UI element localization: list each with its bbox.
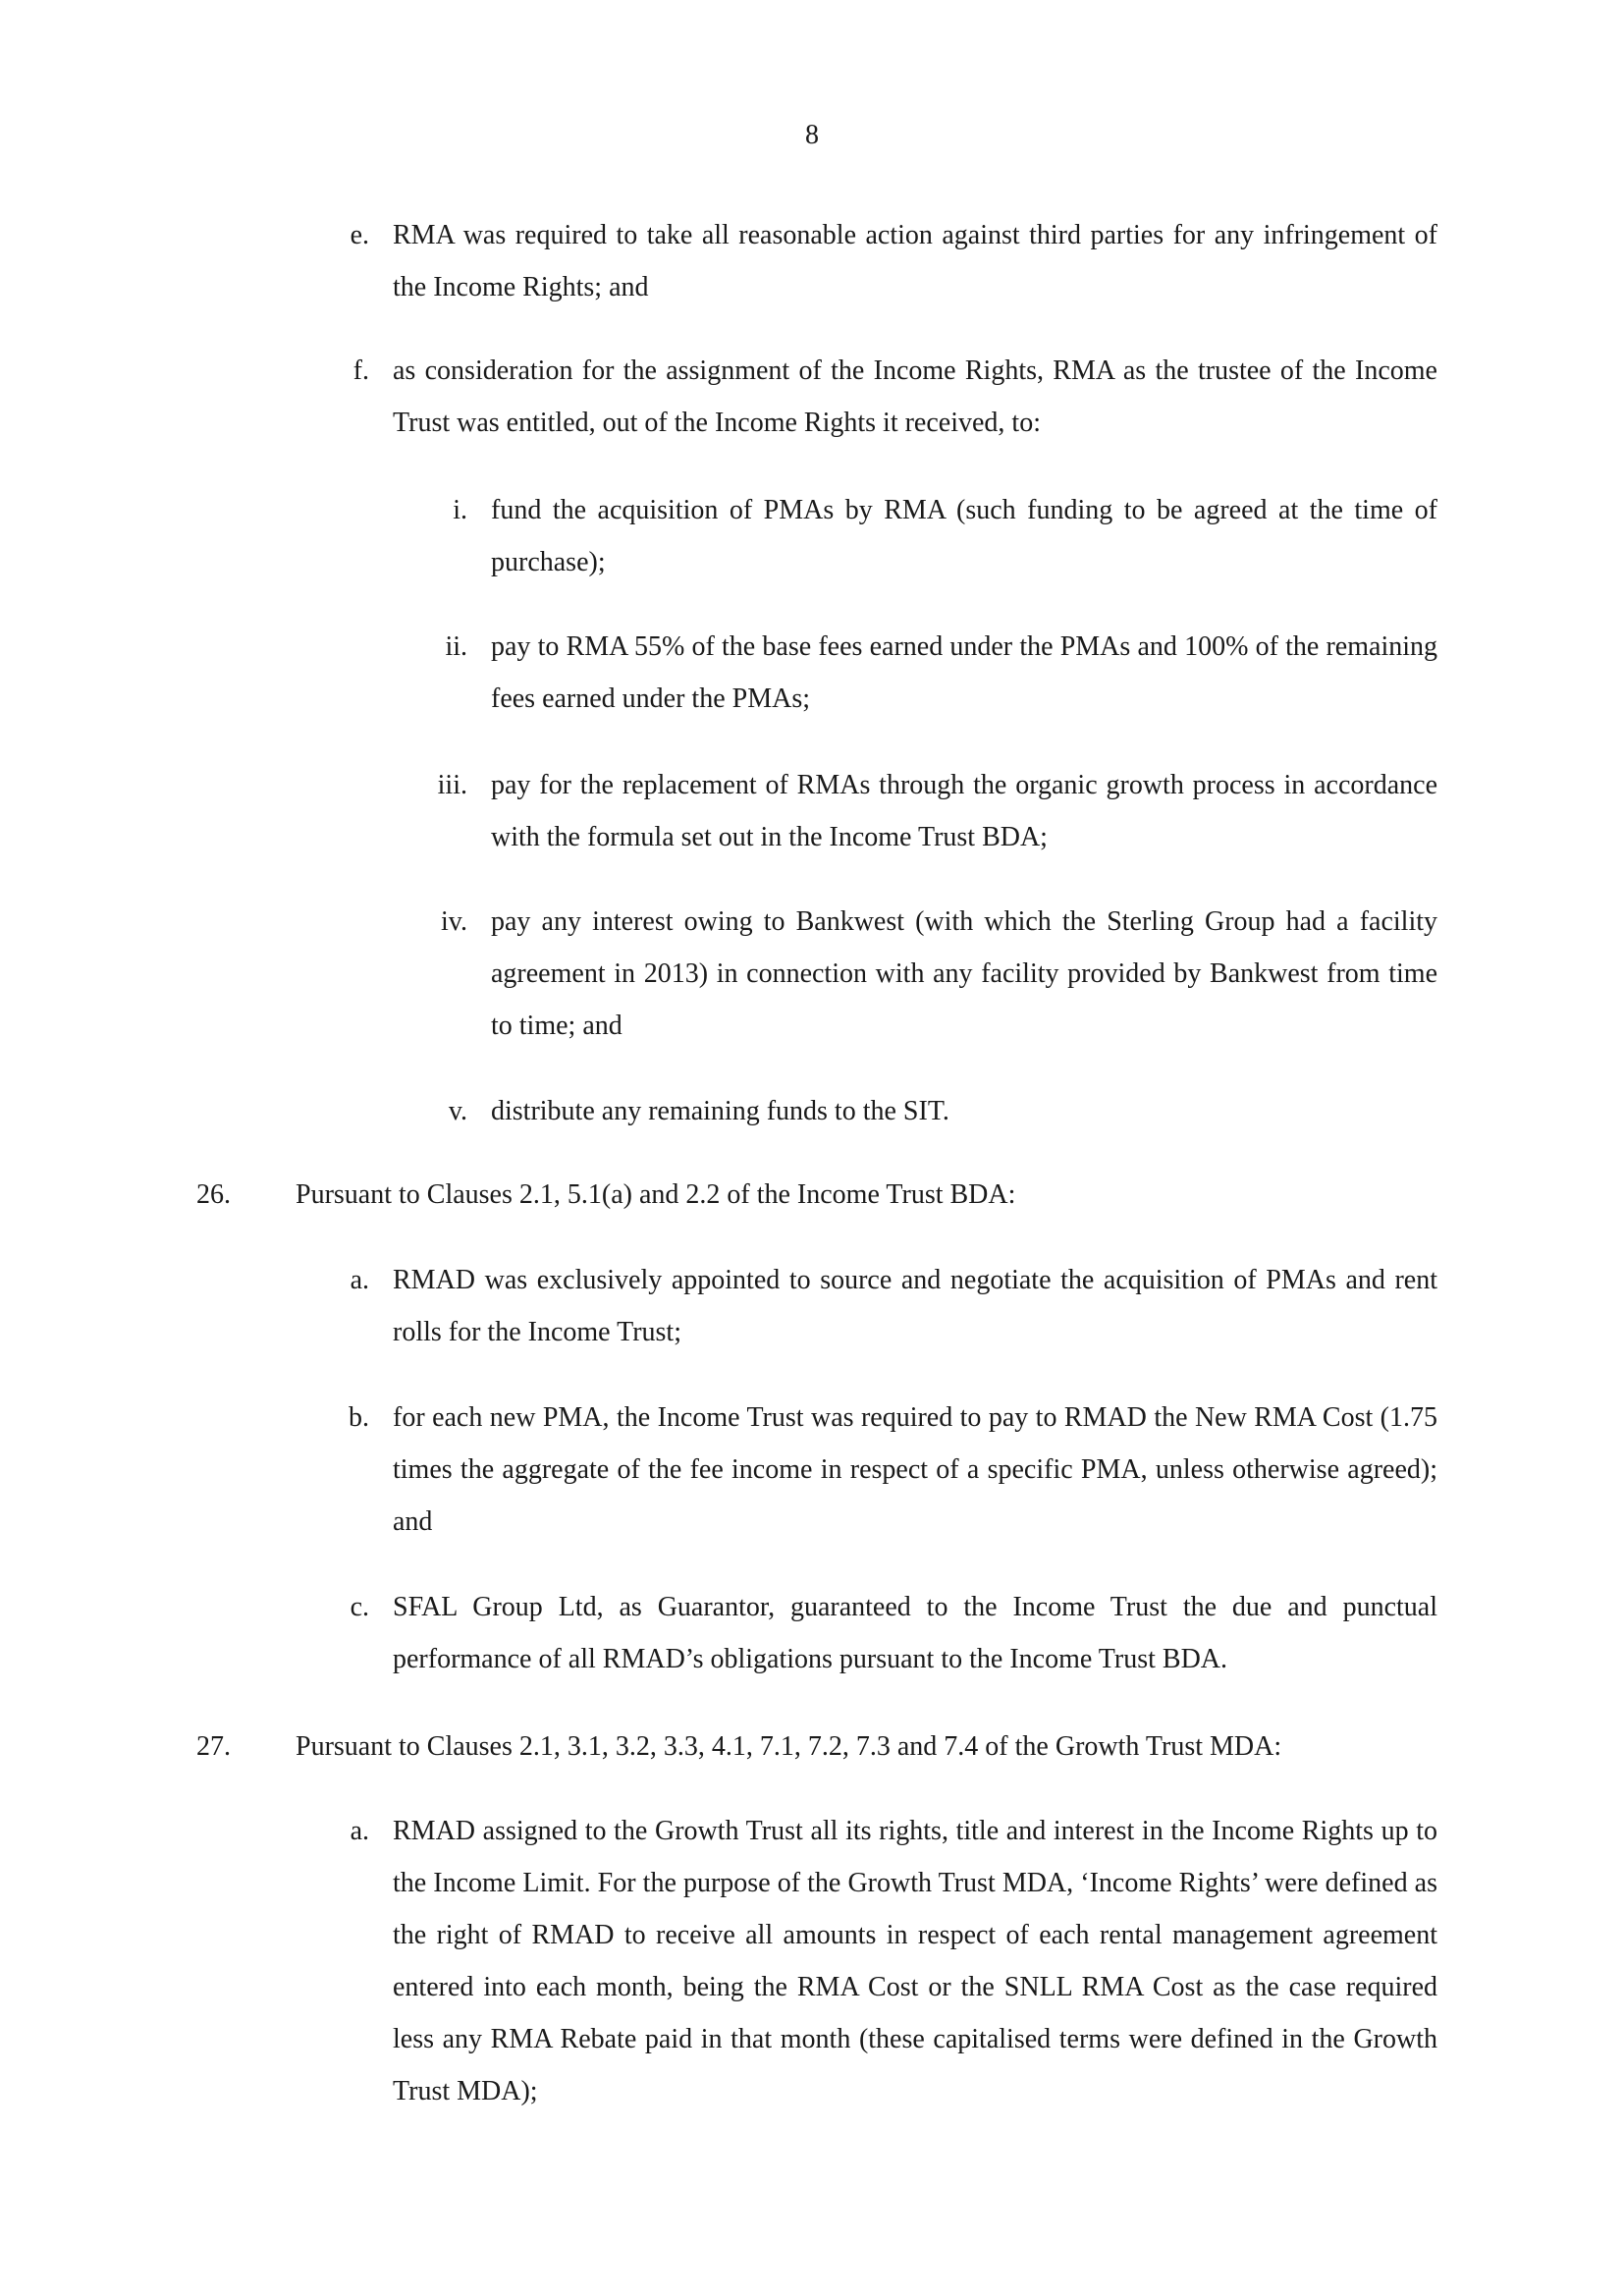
- item-text: SFAL Group Ltd, as Guarantor, guaranteed to the Income Trust the due and punctual performance of all RMAD’s obligations pursuant to the Income Trust BDA.: [393, 1592, 1437, 1674]
- item-text: fund the acquisition of PMAs by RMA (such funding to be agreed at the time of purchase);: [491, 495, 1437, 577]
- item-label: iii.: [437, 770, 467, 800]
- paragraph-lead: Pursuant to Clauses 2.1, 5.1(a) and 2.2 of the Income Trust BDA:: [296, 1179, 1016, 1210]
- item-label: b.: [349, 1402, 369, 1433]
- item-text: as consideration for the assignment of the Income Rights, RMA as the trustee of the Income Trust was entitled, out of the Income Rights it received, to:: [393, 355, 1437, 438]
- page-number: 8: [805, 120, 819, 150]
- item-text: pay for the replacement of RMAs through the organic growth process in accordance with the formula set out in the Income Trust BDA;: [491, 770, 1437, 852]
- paragraph-number: 27.: [196, 1731, 231, 1762]
- item-text: RMAD was exclusively appointed to source and negotiate the acquisition of PMAs and rent rolls for the Income Trust;: [393, 1265, 1437, 1347]
- item-label: c.: [350, 1592, 369, 1622]
- item-label: i.: [453, 495, 467, 525]
- item-label: v.: [448, 1096, 467, 1126]
- item-text: distribute any remaining funds to the SIT.: [491, 1096, 949, 1126]
- item-text: for each new PMA, the Income Trust was required to pay to RMAD the New RMA Cost (1.75 times the aggregate of the fee income in respect of a specific PMA, unless otherwise agreed); and: [393, 1402, 1437, 1537]
- paragraph-lead: Pursuant to Clauses 2.1, 3.1, 3.2, 3.3, 4.1, 7.1, 7.2, 7.3 and 7.4 of the Growth Trust MDA:: [296, 1731, 1282, 1762]
- item-text: pay any interest owing to Bankwest (with which the Sterling Group had a facility agreement in 2013) in connection with any facility provided by Bankwest from time to time; and: [491, 906, 1437, 1041]
- item-text: RMAD assigned to the Growth Trust all its rights, title and interest in the Income Rights up to the Income Limit. For the purpose of the Growth Trust MDA, ‘Income Rights’ were defined as the right of RMAD to receive all amounts in respect of each rental management agreement entered into each month, being the RMA Cost or the SNLL RMA Cost as the case required less any RMA Rebate paid in that month (these capitalised terms were defined in the Growth Trust MDA);: [393, 1816, 1437, 2106]
- item-label: ii.: [445, 631, 467, 662]
- item-label: a.: [350, 1816, 369, 1846]
- item-label: e.: [350, 220, 369, 250]
- paragraph-number: 26.: [196, 1179, 231, 1210]
- item-label: f.: [352, 355, 369, 386]
- item-label: a.: [350, 1265, 369, 1295]
- item-text: RMA was required to take all reasonable action against third parties for any infringement of the Income Rights; and: [393, 220, 1437, 302]
- item-text: pay to RMA 55% of the base fees earned under the PMAs and 100% of the remaining fees earned under the PMAs;: [491, 631, 1437, 714]
- item-label: iv.: [441, 906, 467, 937]
